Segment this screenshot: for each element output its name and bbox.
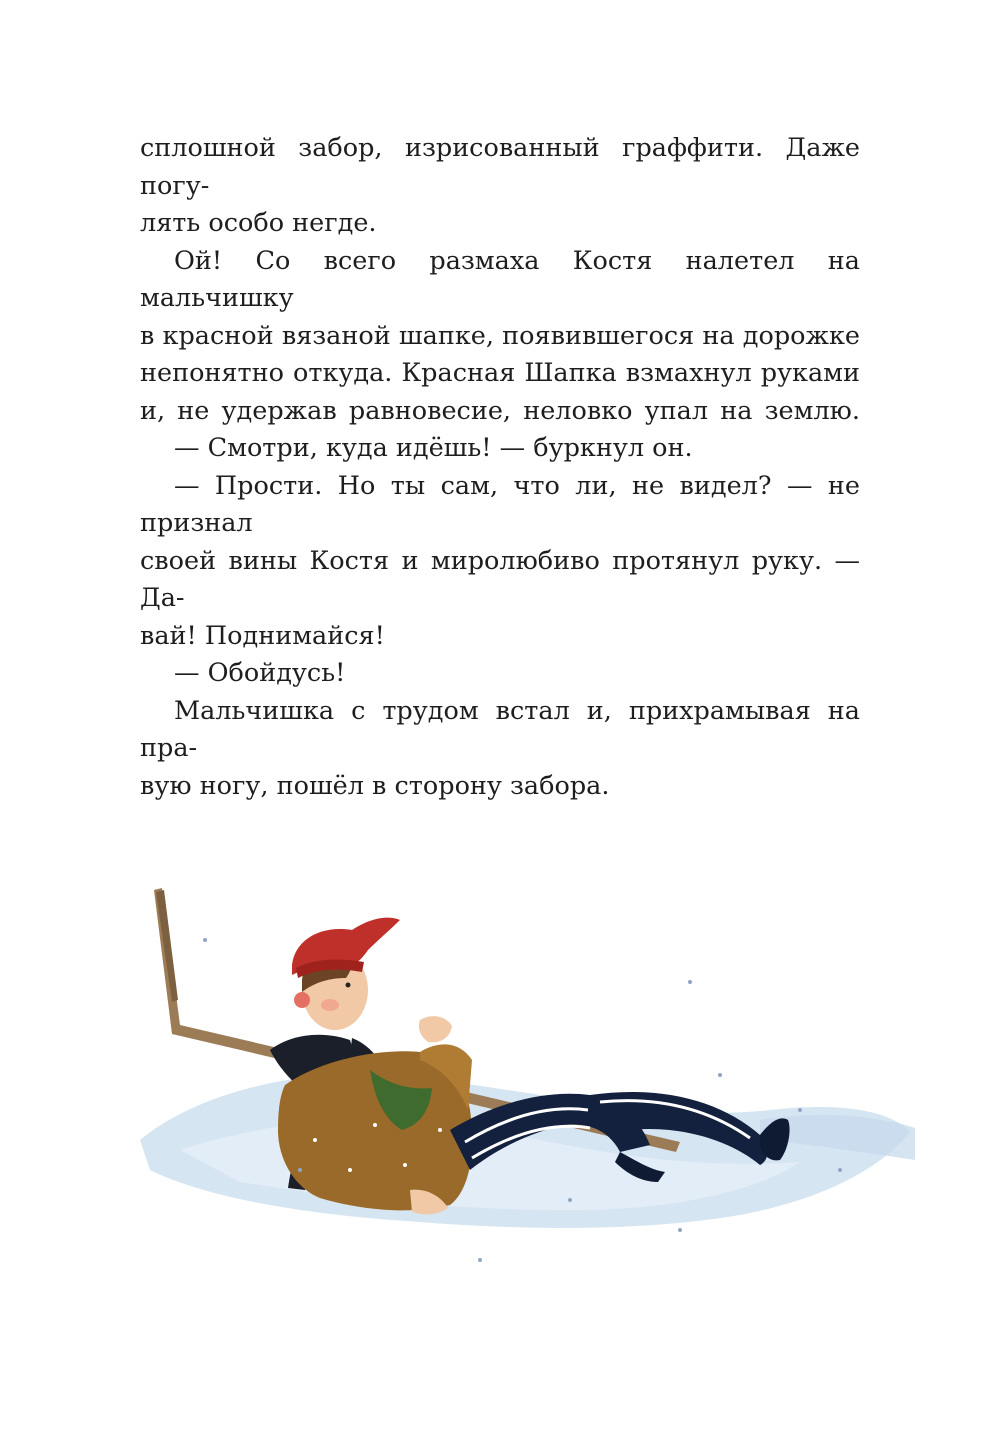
red-knitted-hat (292, 918, 400, 978)
text-line: — Обойдусь! (174, 658, 346, 688)
right-hand (419, 1016, 452, 1042)
paragraph (140, 693, 860, 806)
paragraph (140, 468, 860, 656)
text-line: вую ногу, пошёл в сторону забора. (140, 770, 610, 801)
text-line: сплошной забор, изрисованный граффити. Даже погу- (140, 133, 860, 201)
illustration-svg (120, 870, 920, 1310)
text-line: Ой! Со всего размаха Костя налетел на мальчишку (140, 245, 860, 313)
text-line: — Прости. Но ты сам, что ли, не видел? — не признал (140, 470, 860, 538)
paragraph (140, 130, 860, 243)
text-line: и, не удержав равновесие, неловко упал на землю. (140, 395, 860, 426)
snow-drift (140, 1074, 915, 1228)
text-block (140, 130, 860, 805)
illustration-boy-fallen-in-snow (120, 870, 920, 1310)
paragraph (140, 430, 860, 468)
paragraph (140, 655, 860, 693)
text-line: лять особо негде. (140, 208, 377, 238)
paragraph (140, 243, 860, 431)
text-line: — Смотри, куда идёшь! — буркнул он. (174, 433, 693, 463)
text-line: в красной вязаной шапке, появившегося на дорожке (140, 320, 860, 351)
text-line: непонятно откуда. Красная Шапка взмахнул руками (140, 358, 860, 388)
text-line: вай! Поднимайся! (140, 620, 385, 651)
text-line: своей вины Костя и миролюбиво протянул руку. — Да- (140, 545, 860, 613)
text-line: Мальчишка с трудом встал и, прихрамывая на пра- (140, 695, 860, 763)
